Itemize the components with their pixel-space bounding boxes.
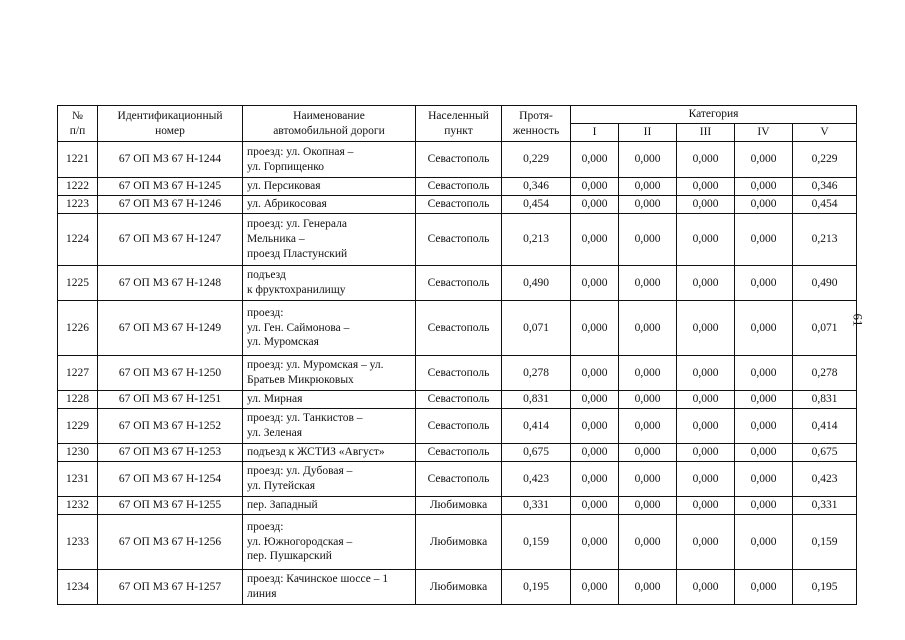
category-ii-value: 0,000 [619,462,677,497]
road-name: проезд: ул. Окопная – ул. Горпищенко [243,142,416,178]
row-number: 1222 [58,178,98,196]
category-ii-value: 0,000 [619,497,677,515]
category-i-value: 0,000 [571,266,619,301]
row-number: 1227 [58,356,98,391]
row-number: 1232 [58,497,98,515]
category-v-value: 0,159 [793,515,857,570]
header-place: Населенный пункт [416,106,502,142]
category-iv-value: 0,000 [735,214,793,266]
category-ii-value: 0,000 [619,391,677,409]
category-v-value: 0,490 [793,266,857,301]
category-v-value: 0,423 [793,462,857,497]
category-iv-value: 0,000 [735,497,793,515]
category-i-value: 0,000 [571,214,619,266]
table-row [58,515,857,570]
category-i-value: 0,000 [571,444,619,462]
road-length: 0,331 [502,497,571,515]
road-name: проезд: ул. Муромская – ул. Братьев Микрюковых [243,356,416,391]
settlement: Севастополь [416,391,502,409]
header-length: Протя- женность [502,106,571,142]
settlement: Севастополь [416,462,502,497]
road-name: проезд: ул. Дубовая – ул. Путейская [243,462,416,497]
table-row [58,497,857,515]
header-cat-iv: IV [735,124,793,142]
category-ii-value: 0,000 [619,301,677,356]
table-row [58,570,857,605]
row-number: 1224 [58,214,98,266]
row-number: 1226 [58,301,98,356]
road-length: 0,414 [502,409,571,444]
category-iii-value: 0,000 [677,409,735,444]
settlement: Севастополь [416,356,502,391]
road-id: 67 ОП МЗ 67 Н-1248 [98,266,243,301]
category-v-value: 0,213 [793,214,857,266]
category-iv-value: 0,000 [735,391,793,409]
row-number: 1234 [58,570,98,605]
settlement: Севастополь [416,301,502,356]
category-iv-value: 0,000 [735,462,793,497]
road-name: ул. Абрикосовая [243,196,416,214]
category-i-value: 0,000 [571,570,619,605]
header-category: Категория [571,106,857,124]
road-id: 67 ОП МЗ 67 Н-1247 [98,214,243,266]
category-iii-value: 0,000 [677,196,735,214]
table-row [58,444,857,462]
settlement: Любимовка [416,515,502,570]
table-row [58,178,857,196]
header-cat-ii: II [619,124,677,142]
category-iii-value: 0,000 [677,497,735,515]
category-i-value: 0,000 [571,409,619,444]
road-length: 0,195 [502,570,571,605]
category-i-value: 0,000 [571,462,619,497]
road-id: 67 ОП МЗ 67 Н-1255 [98,497,243,515]
road-length: 0,159 [502,515,571,570]
table-row [58,142,857,178]
road-id: 67 ОП МЗ 67 Н-1249 [98,301,243,356]
road-length: 0,831 [502,391,571,409]
category-iv-value: 0,000 [735,409,793,444]
category-iii-value: 0,000 [677,266,735,301]
settlement: Севастополь [416,266,502,301]
row-number: 1223 [58,196,98,214]
road-id: 67 ОП МЗ 67 Н-1253 [98,444,243,462]
road-id: 67 ОП МЗ 67 Н-1245 [98,178,243,196]
road-length: 0,346 [502,178,571,196]
category-ii-value: 0,000 [619,266,677,301]
category-ii-value: 0,000 [619,515,677,570]
road-length: 0,278 [502,356,571,391]
category-i-value: 0,000 [571,178,619,196]
category-ii-value: 0,000 [619,444,677,462]
road-name: проезд: ул. Генерала Мельника – проезд Пластунский [243,214,416,266]
table-row [58,214,857,266]
road-name: подъезд к ЖСТИЗ «Август» [243,444,416,462]
road-name: пер. Западный [243,497,416,515]
road-name: подъезд к фруктохранилищу [243,266,416,301]
category-i-value: 0,000 [571,301,619,356]
category-i-value: 0,000 [571,391,619,409]
road-id: 67 ОП МЗ 67 Н-1251 [98,391,243,409]
road-id: 67 ОП МЗ 67 Н-1256 [98,515,243,570]
category-i-value: 0,000 [571,515,619,570]
road-length: 0,071 [502,301,571,356]
road-length: 0,675 [502,444,571,462]
category-iii-value: 0,000 [677,301,735,356]
row-number: 1225 [58,266,98,301]
category-iv-value: 0,000 [735,196,793,214]
category-v-value: 0,278 [793,356,857,391]
road-length: 0,229 [502,142,571,178]
table-row [58,462,857,497]
category-ii-value: 0,000 [619,356,677,391]
category-i-value: 0,000 [571,196,619,214]
table-row [58,196,857,214]
category-iv-value: 0,000 [735,444,793,462]
road-name: проезд: Качинское шоссе – 1 линия [243,570,416,605]
header-row-top [58,106,857,124]
category-v-value: 0,454 [793,196,857,214]
category-v-value: 0,229 [793,142,857,178]
road-id: 67 ОП МЗ 67 Н-1246 [98,196,243,214]
category-iii-value: 0,000 [677,391,735,409]
category-v-value: 0,071 [793,301,857,356]
category-ii-value: 0,000 [619,178,677,196]
category-v-value: 0,831 [793,391,857,409]
category-iv-value: 0,000 [735,266,793,301]
category-iv-value: 0,000 [735,515,793,570]
settlement: Севастополь [416,214,502,266]
row-number: 1233 [58,515,98,570]
category-v-value: 0,414 [793,409,857,444]
header-num: № п/п [58,106,98,142]
table-row [58,301,857,356]
category-iii-value: 0,000 [677,142,735,178]
road-length: 0,423 [502,462,571,497]
category-iv-value: 0,000 [735,178,793,196]
road-length: 0,490 [502,266,571,301]
table-row [58,356,857,391]
road-id: 67 ОП МЗ 67 Н-1257 [98,570,243,605]
road-length: 0,454 [502,196,571,214]
road-name: ул. Персиковая [243,178,416,196]
road-name: проезд: ул. Южногородская – пер. Пушкарский [243,515,416,570]
category-ii-value: 0,000 [619,570,677,605]
road-id: 67 ОП МЗ 67 Н-1254 [98,462,243,497]
category-iii-value: 0,000 [677,444,735,462]
road-name: проезд: ул. Танкистов – ул. Зеленая [243,409,416,444]
table-row [58,266,857,301]
row-number: 1230 [58,444,98,462]
category-ii-value: 0,000 [619,409,677,444]
table-body [58,142,857,605]
category-iv-value: 0,000 [735,301,793,356]
header-id: Идентификационный номер [98,106,243,142]
road-id: 67 ОП МЗ 67 Н-1250 [98,356,243,391]
settlement: Любимовка [416,570,502,605]
header-cat-i: I [571,124,619,142]
table-row [58,409,857,444]
category-iv-value: 0,000 [735,570,793,605]
road-id: 67 ОП МЗ 67 Н-1252 [98,409,243,444]
category-iv-value: 0,000 [735,356,793,391]
settlement: Любимовка [416,497,502,515]
category-iii-value: 0,000 [677,570,735,605]
settlement: Севастополь [416,178,502,196]
category-i-value: 0,000 [571,497,619,515]
settlement: Севастополь [416,196,502,214]
table-row [58,391,857,409]
category-v-value: 0,195 [793,570,857,605]
header-cat-iii: III [677,124,735,142]
road-name: проезд: ул. Ген. Саймонова – ул. Муромская [243,301,416,356]
category-iii-value: 0,000 [677,462,735,497]
category-i-value: 0,000 [571,356,619,391]
road-length: 0,213 [502,214,571,266]
settlement: Севастополь [416,444,502,462]
category-iv-value: 0,000 [735,142,793,178]
road-name: ул. Мирная [243,391,416,409]
category-iii-value: 0,000 [677,178,735,196]
settlement: Севастополь [416,142,502,178]
category-v-value: 0,346 [793,178,857,196]
row-number: 1231 [58,462,98,497]
category-v-value: 0,675 [793,444,857,462]
category-iii-value: 0,000 [677,214,735,266]
category-i-value: 0,000 [571,142,619,178]
category-ii-value: 0,000 [619,214,677,266]
page-number: 61 [850,313,866,327]
header-cat-v: V [793,124,857,142]
row-number: 1229 [58,409,98,444]
category-ii-value: 0,000 [619,142,677,178]
settlement: Севастополь [416,409,502,444]
row-number: 1228 [58,391,98,409]
category-ii-value: 0,000 [619,196,677,214]
row-number: 1221 [58,142,98,178]
road-id: 67 ОП МЗ 67 Н-1244 [98,142,243,178]
category-iii-value: 0,000 [677,515,735,570]
category-v-value: 0,331 [793,497,857,515]
roads-table [57,105,857,605]
header-name: Наименование автомобильной дороги [243,106,416,142]
category-iii-value: 0,000 [677,356,735,391]
